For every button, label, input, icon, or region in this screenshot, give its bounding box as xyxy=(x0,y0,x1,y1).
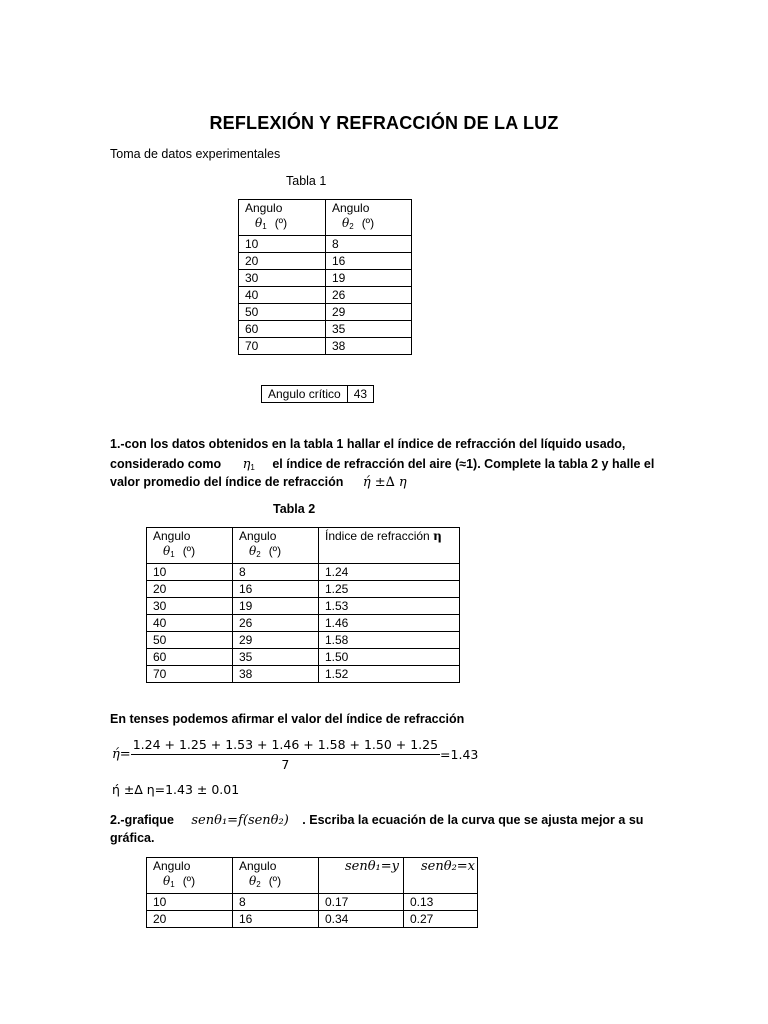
table-row xyxy=(147,615,460,632)
question-1-line2 xyxy=(110,456,670,476)
table-cell: 20 xyxy=(147,911,233,928)
sin-theta1-label: senθ₁=y xyxy=(344,859,399,874)
table-row xyxy=(147,632,460,649)
table-row xyxy=(147,649,460,666)
table-row xyxy=(239,270,412,287)
question-1-line3 xyxy=(110,474,407,491)
conclusion-text: En tenses podemos afirmar el valor del índice de refracción xyxy=(110,712,465,726)
unit-label: (º) xyxy=(182,544,196,558)
table2 xyxy=(146,527,460,683)
table-cell: 1.58 xyxy=(319,632,460,649)
q1-text-a: considerado como xyxy=(110,457,222,471)
table1-caption: Tabla 1 xyxy=(286,174,327,188)
table-row xyxy=(147,666,460,683)
table-cell: 10 xyxy=(239,236,326,253)
table-row xyxy=(239,236,412,253)
header-label: Angulo xyxy=(332,201,370,215)
table2-caption: Tabla 2 xyxy=(273,502,316,516)
table-cell: 16 xyxy=(233,911,319,928)
table-cell: 16 xyxy=(233,581,319,598)
unit-label: (º) xyxy=(268,874,282,888)
subscript: 1 xyxy=(262,222,267,231)
table-cell: 26 xyxy=(326,287,412,304)
table2-header-row xyxy=(147,528,460,564)
formula-numerator: 1.24 + 1.25 + 1.53 + 1.46 + 1.58 + 1.50 + 1.25 xyxy=(131,737,440,755)
subscript: 1 xyxy=(170,880,175,889)
header-label: Angulo xyxy=(245,201,283,215)
table-cell: 8 xyxy=(233,564,319,581)
table-cell: 30 xyxy=(147,598,233,615)
table-cell: 8 xyxy=(326,236,412,253)
table2-header-col1 xyxy=(147,528,233,564)
unit-label: (º) xyxy=(274,216,288,230)
section-subtitle: Toma de datos experimentales xyxy=(110,147,281,161)
table3-header-col1 xyxy=(147,858,233,894)
table-row xyxy=(239,304,412,321)
table-row xyxy=(239,253,412,270)
table-cell: 8 xyxy=(233,894,319,911)
table-cell: 1.25 xyxy=(319,581,460,598)
header-label: Angulo xyxy=(239,529,277,543)
critical-angle-label: Angulo crítico xyxy=(262,386,348,403)
table-cell: 19 xyxy=(326,270,412,287)
formula-fraction xyxy=(131,737,440,772)
q2-suffix: . Escriba la ecuación de la curva que se ajusta mejor a su xyxy=(302,813,644,827)
table-cell: 70 xyxy=(239,338,326,355)
subscript: 2 xyxy=(256,880,261,889)
question-1-line1: 1.-con los datos obtenidos en la tabla 1 hallar el índice de refracción del líquido usado, xyxy=(110,437,626,451)
theta-symbol: θ xyxy=(163,874,171,888)
table-row xyxy=(147,911,478,928)
formula-result: =1.43 xyxy=(440,747,479,762)
table-cell: 60 xyxy=(239,321,326,338)
table-cell: 40 xyxy=(239,287,326,304)
question-2-line2: gráfica. xyxy=(110,831,155,845)
table-cell: 35 xyxy=(233,649,319,666)
sin-theta2-label: senθ₂=x xyxy=(421,859,475,874)
table-cell: 0.27 xyxy=(404,911,478,928)
theta-symbol: θ xyxy=(255,216,263,230)
subscript: 2 xyxy=(349,222,354,231)
q2-prefix: 2.-grafique xyxy=(110,813,174,827)
table-cell: 16 xyxy=(326,253,412,270)
table-cell: 35 xyxy=(326,321,412,338)
header-label: Angulo xyxy=(153,529,191,543)
table-cell: 10 xyxy=(147,894,233,911)
table-cell: 29 xyxy=(326,304,412,321)
table1-header-col1 xyxy=(239,200,326,236)
header-label: Índice de refracción xyxy=(325,529,430,543)
mean-formula xyxy=(112,737,478,772)
theta-symbol: θ xyxy=(249,544,257,558)
header-label: Angulo xyxy=(239,859,277,873)
theta-symbol: θ xyxy=(342,216,350,230)
critical-angle-table xyxy=(261,385,374,403)
table-cell: 29 xyxy=(233,632,319,649)
subscript: 1 xyxy=(170,550,175,559)
q1-text-c: valor promedio del índice de refracción xyxy=(110,475,344,489)
eta-symbol: η xyxy=(242,457,251,472)
header-label: Angulo xyxy=(153,859,191,873)
table-cell: 1.46 xyxy=(319,615,460,632)
table-cell: 26 xyxy=(233,615,319,632)
formula-denominator: 7 xyxy=(281,757,290,772)
table1-header-row xyxy=(239,200,412,236)
table-cell: 38 xyxy=(233,666,319,683)
table-cell: 1.53 xyxy=(319,598,460,615)
mean-index-expression: ή ±∆ η xyxy=(362,475,407,490)
table1 xyxy=(238,199,412,355)
table-cell: 30 xyxy=(239,270,326,287)
table3-header-col4 xyxy=(404,858,478,894)
table-row xyxy=(147,564,460,581)
table-cell: 0.17 xyxy=(319,894,404,911)
table-cell: 20 xyxy=(147,581,233,598)
table3 xyxy=(146,857,478,928)
result-line: ή ±∆ η=1.43 ± 0.01 xyxy=(112,782,240,797)
subscript: 2 xyxy=(256,550,261,559)
page-title: REFLEXIÓN Y REFRACCIÓN DE LA LUZ xyxy=(209,113,559,133)
eta-symbol: η xyxy=(433,529,442,543)
theta-symbol: θ xyxy=(249,874,257,888)
q1-text-b: el índice de refracción del aire (≈1). Complete la tabla 2 y halle el xyxy=(272,457,655,471)
table-cell: 38 xyxy=(326,338,412,355)
unit-label: (º) xyxy=(361,216,375,230)
table-cell: 1.52 xyxy=(319,666,460,683)
table3-header-col3 xyxy=(319,858,404,894)
table-cell: 0.34 xyxy=(319,911,404,928)
unit-label: (º) xyxy=(182,874,196,888)
table-row xyxy=(147,581,460,598)
table-cell: 20 xyxy=(239,253,326,270)
q2-expression: senθ₁=f(senθ₂) xyxy=(191,813,289,828)
table-row xyxy=(239,338,412,355)
unit-label: (º) xyxy=(268,544,282,558)
formula-lhs: ή= xyxy=(112,747,131,762)
table-cell: 0.13 xyxy=(404,894,478,911)
table-cell: 50 xyxy=(239,304,326,321)
theta-symbol: θ xyxy=(163,544,171,558)
table1-header-col2 xyxy=(326,200,412,236)
table-row xyxy=(239,321,412,338)
table-cell: 1.50 xyxy=(319,649,460,666)
table3-header-row xyxy=(147,858,478,894)
critical-angle-value: 43 xyxy=(347,386,373,403)
table-row xyxy=(147,894,478,911)
table-row xyxy=(147,598,460,615)
table-cell: 70 xyxy=(147,666,233,683)
table-cell: 10 xyxy=(147,564,233,581)
table-row xyxy=(239,287,412,304)
table2-header-col3 xyxy=(319,528,460,564)
question-2-line1 xyxy=(110,812,643,829)
table-cell: 60 xyxy=(147,649,233,666)
table-cell: 1.24 xyxy=(319,564,460,581)
table-cell: 40 xyxy=(147,615,233,632)
table3-header-col2 xyxy=(233,858,319,894)
subscript: 1 xyxy=(250,463,255,472)
table-cell: 50 xyxy=(147,632,233,649)
table-cell: 19 xyxy=(233,598,319,615)
table-row xyxy=(262,386,374,403)
table2-header-col2 xyxy=(233,528,319,564)
